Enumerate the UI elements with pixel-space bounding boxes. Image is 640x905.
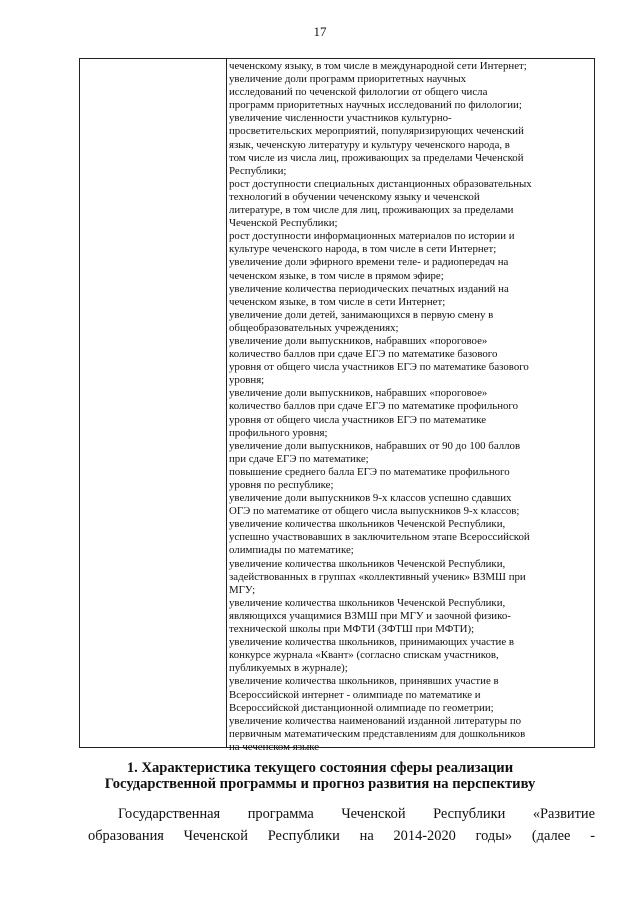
result-line: увеличение доли выпускников, набравших «пороговое» — [229, 334, 488, 347]
result-line: увеличение численности участников культурно- — [229, 112, 452, 125]
result-line: исследований по чеченской филологии от общего числа — [229, 86, 488, 99]
result-line: Всероссийской дистанционной олимпиаде по геометрии; — [229, 701, 494, 714]
result-line: увеличение количества школьников Чеченской Республики, — [229, 596, 506, 609]
expected-results-list — [229, 60, 589, 754]
body-paragraph — [88, 803, 595, 847]
result-line: олимпиады по математике; — [229, 544, 354, 557]
result-line: количество баллов при сдаче ЕГЭ по математике профильного — [229, 400, 519, 413]
result-line: конкурсе журнала «Квант» (согласно спискам участников, — [229, 649, 499, 662]
result-line: программ приоритетных научных исследований по филологии; — [229, 99, 522, 112]
result-line: увеличение доли эфирного времени теле- и радиопередач на — [229, 256, 509, 269]
result-line: МГУ; — [229, 583, 256, 596]
result-line: увеличение количества школьников Чеченской Республики, — [229, 518, 506, 531]
result-line: рост доступности специальных дистанционных образовательных — [229, 177, 532, 190]
result-line: технологий в обучении чеченскому языку и чеченской — [229, 190, 480, 203]
paragraph-word: Республики — [433, 806, 506, 822]
result-line: количество баллов при сдаче ЕГЭ по математике базового — [229, 348, 498, 361]
result-line: просветительских мероприятий, популяризирующих чеченский — [229, 125, 524, 138]
paragraph-word: образования — [88, 828, 164, 844]
goals-table — [79, 58, 595, 753]
result-line: уровня по республике; — [229, 479, 334, 491]
result-line: первичным математическим представлениям для дошкольников — [229, 727, 526, 740]
result-line: Республики; — [229, 164, 287, 177]
paragraph-word: на — [359, 828, 374, 844]
result-line: культуре чеченского народа, в том числе в сети Интернет; — [229, 243, 497, 256]
result-line: увеличение доли выпускников 9-х классов успешно сдавших — [229, 492, 512, 505]
result-line: том числе из числа лиц, проживающих за пределами Чеченской — [229, 151, 524, 164]
paragraph-word: годы» — [475, 828, 513, 844]
paragraph-word: программа — [247, 806, 314, 822]
result-line: уровня от общего числа участников ЕГЭ по математике базового — [229, 361, 529, 374]
paragraph-line-1 — [88, 803, 595, 825]
result-line: являющихся учащимися ВЗМШ при МГУ и заочной физико- — [229, 609, 511, 622]
result-line: при сдаче ЕГЭ по математике; — [229, 452, 369, 465]
result-line: увеличение доли детей, занимающихся в первую смену в — [229, 308, 494, 321]
result-line: на чеченском языке — [229, 740, 320, 753]
result-line: уровня; — [229, 374, 265, 387]
result-line: увеличение количества школьников, принимающих участие в — [229, 636, 515, 649]
result-line: чеченскому языку, в том числе в международной сети Интернет; — [229, 60, 527, 72]
result-line: увеличение количества школьников, принявших участие в — [229, 675, 499, 688]
paragraph-line-2 — [88, 825, 595, 847]
result-line: Чеченской Республики; — [229, 217, 338, 230]
section-heading — [0, 760, 640, 792]
column-divider — [226, 59, 227, 747]
result-line: увеличение количества наименований изданной литературы по — [229, 714, 522, 727]
paragraph-word: «Развитие — [532, 806, 595, 822]
result-line: увеличение количества периодических печатных изданий на — [229, 282, 509, 295]
result-line: технической школы при МФТИ (ЗФТШ при МФТИ); — [229, 623, 475, 636]
page-number: 17 — [313, 24, 327, 39]
result-line: рост доступности информационных материалов по истории и — [229, 230, 515, 243]
paragraph-word: 2014-2020 — [393, 828, 456, 844]
result-line: увеличение доли выпускников, набравших «пороговое» — [229, 387, 488, 400]
result-line: задействованных в группах «коллективный ученик» ВЗМШ при — [229, 570, 526, 583]
paragraph-word: - — [590, 828, 595, 844]
result-line: литературе, в том числе для лиц, проживающих за пределами — [229, 204, 514, 217]
result-line: общеобразовательных учреждениях; — [229, 321, 399, 334]
result-line: уровня от общего числа участников ЕГЭ по математике — [229, 413, 487, 426]
result-line: повышение среднего балла ЕГЭ по математике профильного — [229, 465, 510, 478]
result-line: успешно участвовавших в заключительном этапе Всероссийской — [229, 531, 530, 544]
result-line: увеличение количества школьников Чеченской Республики, — [229, 557, 506, 570]
result-line: Всероссийской интернет - олимпиаде по математике и — [229, 688, 481, 701]
paragraph-word: Государственная — [118, 806, 221, 822]
result-line: увеличение доли программ приоритетных научных — [229, 73, 467, 86]
result-line: ОГЭ по математике от общего числа выпускников 9-х классов; — [229, 505, 520, 518]
result-line: профильного уровня; — [229, 426, 328, 439]
section-heading-line-1: 1. Характеристика текущего состояния сферы реализации — [126, 760, 514, 776]
paragraph-word: Чеченской — [341, 806, 406, 822]
result-line: увеличение доли выпускников, набравших от 90 до 100 баллов — [229, 439, 521, 452]
result-line: язык, чеченскую литературу и культуру чеченского народа, в — [229, 138, 510, 151]
section-heading-line-2: Государственной программы и прогноз развития на перспективу — [104, 776, 536, 792]
paragraph-word: Чеченской — [183, 828, 248, 844]
paragraph-word: (далее — [531, 828, 571, 844]
result-line: чеченском языке, в том числе в сети Интернет; — [229, 295, 446, 308]
result-line: чеченском языке, в том числе в прямом эфире; — [229, 269, 444, 282]
result-line: публикуемых в журнале); — [229, 662, 348, 675]
paragraph-word: Республики — [267, 828, 340, 844]
